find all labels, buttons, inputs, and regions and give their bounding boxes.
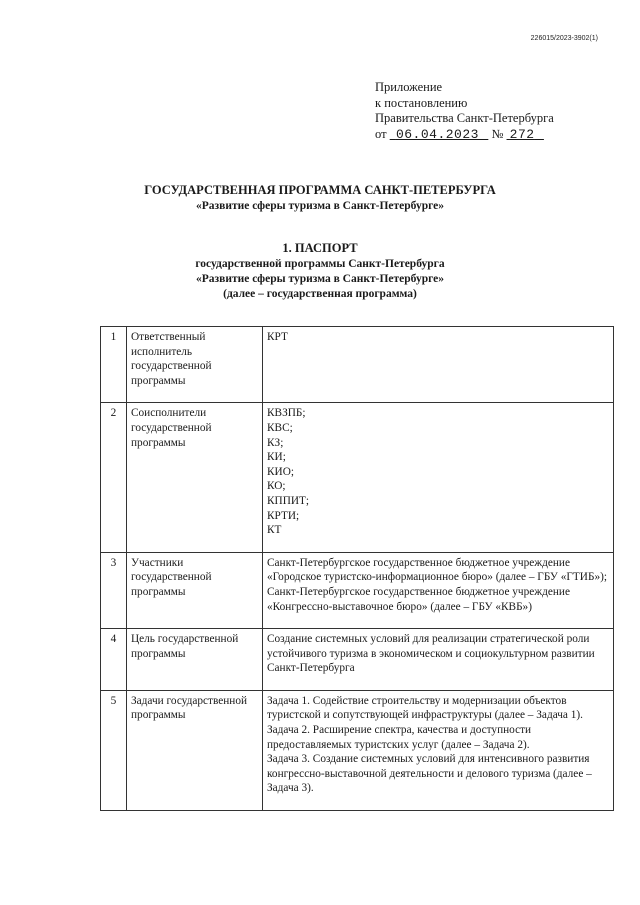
program-subtitle: «Развитие сферы туризма в Санкт-Петербурге» <box>195 200 445 212</box>
appendix-line-3: Правительства Санкт-Петербурга <box>375 111 554 125</box>
appendix-date-line <box>375 127 554 143</box>
row-number: 5 <box>101 690 127 810</box>
value-line: КРТ <box>267 331 288 343</box>
passport-line-3: «Развитие сферы туризма в Санкт-Петербурге» <box>195 272 445 285</box>
value-line: КВЗПБ; <box>267 407 306 420</box>
value-line: КИО; <box>267 465 294 478</box>
row-value <box>263 690 614 810</box>
document-id: 226015/2023-3902(1) <box>530 35 598 42</box>
value-line: Задача 1. Содействие строительству и модернизации объектов туристской и сопутствующей инфраструктуры (далее – Задача 1). <box>267 694 584 722</box>
row-label: Соисполнители государственной программы <box>127 403 263 552</box>
value-line: Санкт-Петербургское государственное бюджетное учреждение «Городское туристско-информационное бюро» (далее – ГБУ «ГТИБ»); <box>267 556 608 584</box>
number-value: 272 <box>509 126 535 142</box>
row-number: 3 <box>101 552 127 628</box>
date-value: 06.04.2023 <box>395 126 479 142</box>
row-number: 2 <box>101 403 127 552</box>
value-line: КО; <box>267 480 286 493</box>
appendix-line-1: Приложение <box>375 80 443 94</box>
value-line: Задача 3. Создание системных условий для интенсивного развития конгрессно-выставочной деятельности и делового туризма (далее – Задача 3). <box>267 753 592 795</box>
row-number: 1 <box>101 327 127 403</box>
number-prefix: № <box>491 126 504 141</box>
table-row <box>101 327 614 403</box>
value-line: Задача 2. Расширение спектра, качества и доступности предоставляемых туристских услуг (далее – Задача 2). <box>267 724 532 751</box>
row-value <box>263 403 614 552</box>
appendix-block <box>375 80 554 142</box>
value-line: КВС; <box>267 421 293 434</box>
table-row <box>101 552 614 628</box>
value-line: КППИТ; <box>267 494 310 507</box>
value-line: КИ; <box>267 451 286 464</box>
program-title: ГОСУДАРСТВЕННАЯ ПРОГРАММА САНКТ-ПЕТЕРБУРГА <box>144 183 496 197</box>
row-label: Ответственный исполнитель государственной программы <box>127 327 263 403</box>
date-fill <box>390 127 489 141</box>
passport-line-2: государственной программы Санкт-Петербурга <box>195 257 445 270</box>
value-line: КРТИ; <box>267 509 300 522</box>
row-value <box>263 327 614 403</box>
value-line: Санкт-Петербургское государственное бюджетное учреждение «Конгрессно-выставочное бюро» (далее – ГБУ «КВБ») <box>267 585 570 613</box>
appendix-line-2: к постановлению <box>375 95 468 110</box>
row-label: Участники государственной программы <box>127 552 263 628</box>
passport-table <box>100 326 614 811</box>
date-prefix: от <box>375 126 387 141</box>
value-line: КТ <box>267 524 282 537</box>
row-value <box>263 552 614 628</box>
value-line: Создание системных условий для реализации стратегической роли устойчивого туризма в экономическом и социокультурном развитии Санкт-Петербурга <box>267 633 595 675</box>
row-number: 4 <box>101 629 127 691</box>
number-fill <box>507 127 544 141</box>
table-row <box>101 403 614 552</box>
passport-table-body <box>101 327 614 811</box>
table-row <box>101 690 614 810</box>
passport-heading-block <box>0 241 640 302</box>
value-line: КЗ; <box>267 436 284 449</box>
row-label: Задачи государственной программы <box>127 690 263 810</box>
row-label: Цель государственной программы <box>127 629 263 691</box>
passport-heading: 1. ПАСПОРТ <box>282 241 358 255</box>
row-value <box>263 629 614 691</box>
table-row <box>101 629 614 691</box>
passport-line-4: (далее – государственная программа) <box>223 287 417 300</box>
